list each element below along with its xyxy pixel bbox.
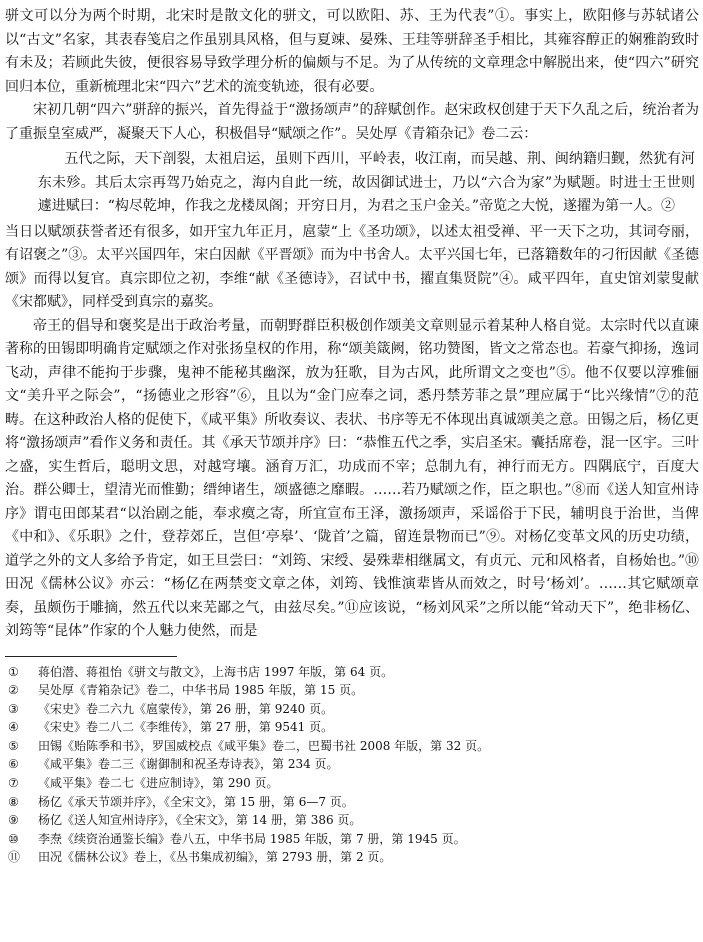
paragraph-2: 宋初几朝“四六”骈辞的振兴，首先得益于“激扬颂声”的辞赋创作。赵宋政权创建于天下久乱之后，统治者为了重振皇室威严，凝聚天下人心，积极倡导“赋颂之作”。吴处厚《青箱杂记》卷二云：: [5, 102, 699, 142]
footnote-number: ③: [8, 701, 19, 716]
paragraph-4: 帝王的倡导和褒奖是出于政治考量，而朝野群臣积极创作颂美文章则显示着某种人格自觉。太宗时代以直谏著称的田锡即明确肯定赋颂之作对张扬皇权的作用，称“颂美箴阙，铭功赞图，皆文之常态也。若豪气抑扬，逸词飞动，声律不能拘于步骤，鬼神不能秘其幽深，放为狂歌，目为古风，此所谓文之变也”⑤。他不仅要以淳雅俪文“美升平之际会”，“扬德业之形容”⑥，且以为“金门应奉之词，悉丹禁芳菲之景”理应属于“比兴缘情”⑦的范畴。在这种政治人格的促使下，《咸平集》所收奏议、表状、书序等无不体现出真诚颂美之意。田锡之后，杨亿更将“激扬颂声”看作义务和责任。其《承天节颂并序》曰：“恭惟五代之季，实启圣宋。囊括席卷，混一区宇。三叶之盛，实生哲后，聪明文思，对越穹壤。涵育万汇，功成而不宰；总制九有，神行而无方。四隅底宁，百度大治。群公卿士，望清光而惟勤；缙绅诸生，颂盛德之靡暇。……若乃赋颂之作，臣之职也。”⑧而《送人知宣州诗序》谓屯田郎某君“以治剧之能，奉求瘼之寄，所宜宣布王泽，激扬颂声，采谣俗于下民，辅明良于治世，当俾《中和》、《乐职》之什，登荐郊丘，岂但‘亭皋’、‘陇首’之篇，留连景物而已”⑨。对杨亿变革文风的历史功绩，道学之外的文人多给予肯定，如王旦尝曰：“刘筠、宋绶、晏殊辈相继属文，有贞元、元和风格者，自杨始也。”⑩田况《儒林公议》亦云：“杨亿在两禁变文章之体，刘筠、钱惟演辈皆从而效之，时号‘杨刘’。……其它赋颂章奏，虽颇伤于雕摘，然五代以来芜鄙之气，由兹尽矣。”⑪应该说，“杨刘风采”之所以能“耸动天下”，绝非杨亿、刘筠等“昆体”作家的个人魅力使然，而是: [5, 317, 699, 639]
paragraph-1: 骈文可以分为两个时期，北宋时是散文化的骈文，可以欧阳、苏、王为代表”①。事实上，欧阳修与苏轼诸公以“古文”名家，其表春笺启之作虽别具风格，但与夏竦、晏殊、王珪等骈辞圣手相比，其雍容醇正的娴雅韵致时有未及；若顾此失彼，便很容易导致学理分析的偏颇与不足。为了从传统的文章理念中解脱出来，使“四六”研究回归本位，重新梳理北宋“四六”艺术的流变轨迹，很有必要。: [5, 8, 699, 95]
footnote-text: 田锡《贻陈季和书》，罗国威校点《咸平集》卷二，巴蜀书社 2008 年版，第 32 页。: [38, 738, 490, 753]
footnote-text: 田况《儒林公议》卷上，《丛书集成初编》，第 2793 册，第 2 页。: [38, 850, 392, 865]
footnote-number: ④: [8, 720, 19, 735]
footnote-11: [5, 848, 699, 867]
footnote-number: ①: [8, 664, 19, 679]
footnote-7: [5, 774, 699, 793]
footnote-number: ②: [8, 683, 19, 698]
footnote-text: 杨亿《承天节颂并序》，《全宋文》，第 15 册，第 6—7 页。: [38, 794, 354, 809]
document-page: [5, 5, 699, 867]
footnote-text: 《咸平集》卷二三《谢御制和祝圣寿诗表》，第 234 页。: [38, 757, 339, 772]
footnote-2: [5, 681, 699, 700]
footnote-text: 蒋伯潜、蒋祖怡《骈文与散文》，上海书店 1997 年版，第 64 页。: [38, 664, 394, 679]
footnote-number: ⑦: [8, 776, 19, 791]
footnote-number: ⑧: [8, 794, 19, 809]
footnote-text: 《宋史》卷二六九《扈蒙传》，第 26 册，第 9240 页。: [38, 701, 334, 716]
footnote-5: [5, 737, 699, 756]
footnote-divider: [5, 656, 177, 657]
block-quote: [38, 148, 699, 219]
block-quote-text: 五代之际，天下剖裂，太祖启运，虽则下西川，平岭表，收江南，而吴越、荆、闽纳籍归觐，然犹有河东未殄。其后太宗再驾乃始克之，海内自此一统，故因御试进士，乃以“六合为家”为赋题。时进士王世则遽进赋曰：“构尽乾坤，作我之龙楼凤阁；开穷日月，为君之玉户金关。”帝览之大悦，遂擢为第一人。②: [37, 151, 695, 214]
footnote-text: 吴处厚《青箱杂记》卷二，中华书局 1985 年版，第 15 页。: [38, 683, 364, 698]
footnote-number: ⑪: [8, 850, 21, 865]
footnote-6: [5, 755, 699, 774]
footnote-number: ⑩: [8, 831, 19, 846]
footnote-1: [5, 663, 699, 682]
footnote-number: ⑨: [8, 813, 19, 828]
footnote-9: [5, 811, 699, 830]
footnote-text: 《宋史》卷二八二《李维传》，第 27 册，第 9541 页。: [38, 720, 334, 735]
footnote-number: ⑥: [8, 757, 19, 772]
footnote-text: 《咸平集》卷二七《进应制诗》，第 290 页。: [38, 776, 279, 791]
footnotes: [5, 663, 699, 868]
footnote-10: [5, 830, 699, 849]
main-text: [5, 5, 699, 644]
paragraph-3: 当日以赋颂获誉者还有很多，如开宝九年正月，扈蒙“上《圣功颂》，以述太祖受禅、平一天下之功，其词夸丽，有诏褒之”③。太平兴国四年，宋白因献《平晋颂》而为中书舍人。太平兴国七年，已落籍数年的刁衎因献《圣德颂》而得以复官。真宗即位之初，李维“献《圣德诗》，召试中书，擢直集贤院”④。咸平四年，直史馆刘蒙叟献《宋都赋》，同样受到真宗的嘉奖。: [5, 223, 699, 310]
footnote-number: ⑤: [8, 738, 19, 753]
footnote-8: [5, 793, 699, 812]
footnote-4: [5, 718, 699, 737]
footnote-text: 李焘《续资治通鉴长编》卷八五，中华书局 1985 年版，第 7 册，第 1945 页。: [38, 831, 466, 846]
footnote-text: 杨亿《送人知宣州诗序》，《全宋文》，第 14 册，第 386 页。: [38, 813, 362, 828]
footnote-3: [5, 700, 699, 719]
